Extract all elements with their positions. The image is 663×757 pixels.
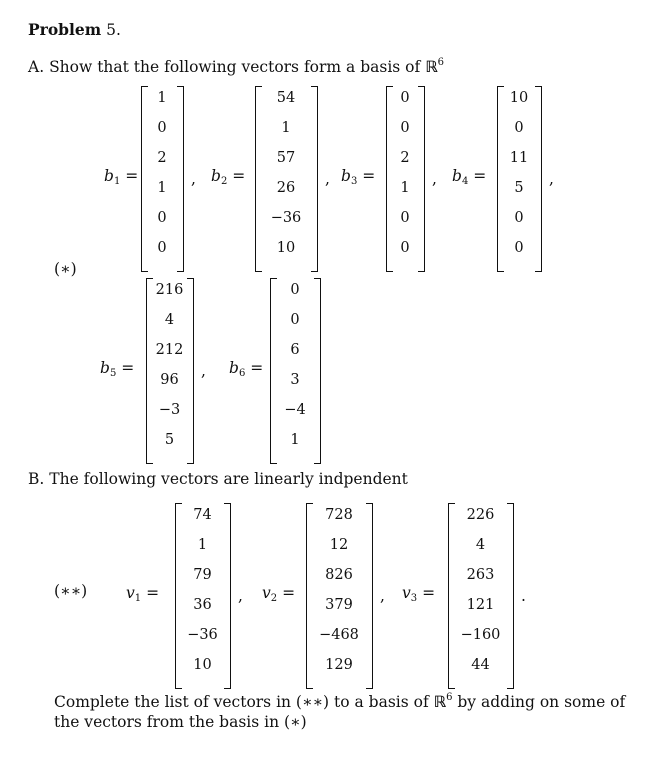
vector-entry: −468 [319,627,359,643]
basis-tag: (∗) [54,260,77,278]
vector-entry: 0 [514,240,524,256]
vector-entry: 2 [157,150,167,166]
vector-entry: 1 [157,90,167,106]
equals-sign: = [245,359,264,377]
vector-separator: , [325,170,330,188]
vector-entry: 826 [325,567,353,583]
vector-index: 4 [461,176,469,187]
vector-entry: 263 [466,567,495,583]
equals-sign: = [227,167,246,185]
vector-entry: 212 [155,342,184,358]
vector-index: 1 [134,593,142,604]
vector-separator: . [521,587,526,605]
conclusion-text-after: by adding on some of [457,693,626,711]
vector-entry: 216 [155,282,184,298]
vector-entry: 57 [276,150,296,166]
vector-name: v [126,584,135,602]
vector-index: 3 [410,593,418,604]
vector-entry: 11 [509,150,529,166]
equals-sign: = [417,584,436,602]
vector-name: b [100,359,110,377]
vector-entry: 1 [157,180,167,196]
vector-entry: 0 [290,312,300,328]
basis-vector-label [341,167,375,187]
vector-separator: , [201,362,206,380]
vector-index: 6 [238,368,246,379]
vector-name: b [104,167,114,185]
vector-entry: 0 [400,120,410,136]
vector-entry: 728 [325,507,353,523]
equals-sign: = [468,167,487,185]
basis-vector-label [452,167,486,187]
vector-entry: 0 [157,240,167,256]
vector-entry: 54 [276,90,296,106]
vector-entry: 96 [160,372,179,388]
equals-sign: = [357,167,376,185]
vector-entry: −3 [158,402,181,418]
part-b-statement [28,470,408,488]
vector-entry: 10 [193,657,212,673]
vector-name: b [341,167,351,185]
vector-entry: 1 [197,537,208,553]
vector-entry: 1 [281,120,291,136]
vector-entry: −4 [284,402,306,418]
problem-title-word: Problem [28,20,102,39]
independent-vector-label [402,584,435,604]
real-field-power: 6 [446,692,453,703]
vector-entry: 1 [400,180,410,196]
independent-vector-label [262,584,295,604]
part-a-text: Show that the following vectors form a basis of [49,58,421,76]
independent-vector-label [126,584,159,604]
vector-entry: 379 [325,597,353,613]
independent-tag: (∗∗) [54,582,88,600]
vector-index: 5 [109,368,117,379]
vector-index: 2 [220,176,228,187]
vector-entry: 10 [509,90,529,106]
problem-title-number: 5. [106,21,121,39]
part-a-label: A. [28,58,45,76]
vector-entry: 36 [193,597,212,613]
vector-entry: 0 [514,210,524,226]
problem-heading [28,20,121,39]
vector-entry: 0 [157,210,167,226]
vector-entry: 12 [329,537,349,553]
vector-entry: 2 [400,150,410,166]
vector-name: b [211,167,221,185]
vector-entry: −36 [270,210,302,226]
vector-name: v [402,584,411,602]
basis-vector-label [229,359,263,379]
vector-entry: −160 [460,627,501,643]
real-field-symbol: ℝ [433,693,447,711]
vector-index: 3 [350,176,358,187]
part-a-statement [28,57,444,76]
equals-sign: = [120,167,139,185]
basis-vector-label [100,359,134,379]
vector-entry: 0 [514,120,524,136]
vector-entry: 0 [400,210,410,226]
real-field-symbol: ℝ [425,58,438,76]
basis-vector-label [104,167,138,187]
vector-name: b [452,167,462,185]
vector-entry: 129 [325,657,353,673]
part-b-text: The following vectors are linearly indpendent [49,470,408,488]
vector-entry: 121 [466,597,495,613]
vector-entry: 1 [290,432,300,448]
basis-vector-label [211,167,245,187]
conclusion-line-1 [54,692,625,711]
vector-entry: 0 [400,240,410,256]
vector-entry: 6 [290,342,300,358]
vector-entry: 226 [466,507,495,523]
vector-entry: 10 [276,240,296,256]
vector-separator: , [432,170,437,188]
vector-separator: , [380,587,385,605]
vector-entry: 5 [514,180,524,196]
vector-entry: 44 [471,657,490,673]
vector-entry: 4 [164,312,175,328]
vector-entry: 4 [475,537,486,553]
equals-sign: = [277,584,296,602]
part-b-label: B. [28,470,45,488]
vector-entry: 0 [157,120,167,136]
vector-name: v [262,584,271,602]
equals-sign: = [116,359,135,377]
vector-entry: −36 [187,627,218,643]
equals-sign: = [141,584,160,602]
conclusion-text-before: Complete the list of vectors in (∗∗) to a basis of [54,693,429,711]
vector-separator: , [191,170,196,188]
conclusion-line-2: the vectors from the basis in (∗) [54,713,307,731]
vector-entry: 0 [290,282,300,298]
vector-entry: 5 [164,432,175,448]
vector-index: 1 [113,176,121,187]
vector-entry: 79 [193,567,212,583]
vector-separator: , [238,587,243,605]
vector-entry: 0 [400,90,410,106]
vector-name: b [229,359,239,377]
vector-index: 2 [270,593,278,604]
vector-entry: 74 [193,507,212,523]
vector-entry: 3 [290,372,300,388]
vector-entry: 26 [276,180,296,196]
vector-separator: , [549,170,554,188]
real-field-power: 6 [437,57,444,68]
